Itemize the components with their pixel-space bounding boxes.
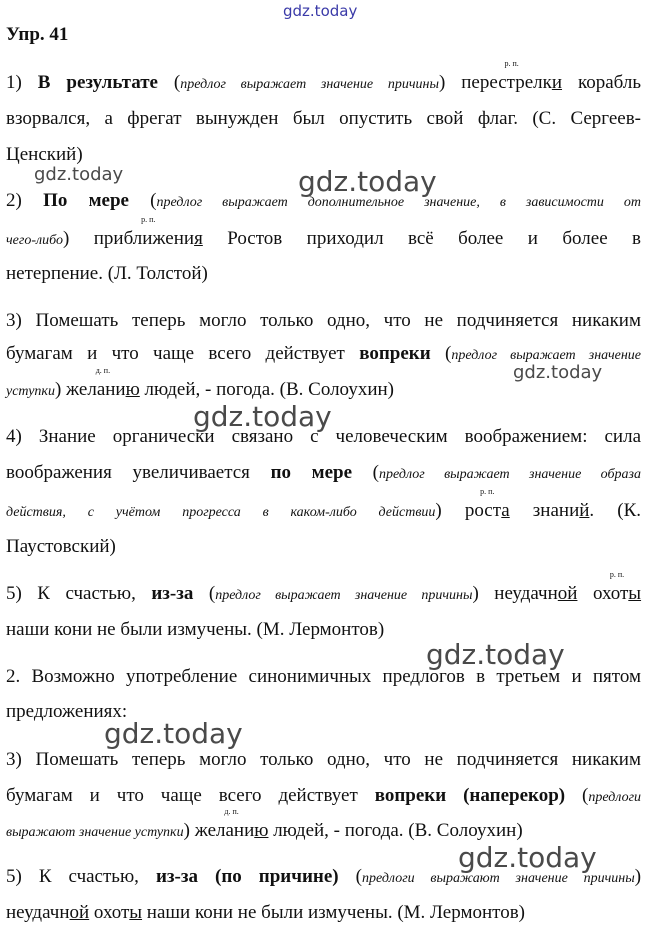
paragraph-6-line-1: 2. Возможно употребление синонимичных предлогов в третьем и пятом bbox=[6, 666, 641, 687]
preposition: По мере bbox=[43, 190, 129, 211]
note: предлог выражает значение bbox=[451, 348, 642, 363]
exercise-title: Упр. 41 bbox=[6, 24, 69, 45]
watermark: gdz.today bbox=[426, 638, 565, 671]
note: предлоги bbox=[588, 790, 642, 805]
watermark: gdz.today bbox=[34, 164, 124, 185]
preposition: вопреки bbox=[374, 785, 447, 806]
note: предлоги выражают значение причины bbox=[361, 871, 635, 886]
paragraph-7-line-2: бумагам и что чаще всего действует вопреки (наперекор) (предлоги bbox=[6, 785, 642, 806]
paragraph-6-line-2: предложениях: bbox=[6, 701, 128, 722]
watermark: gdz.today bbox=[104, 717, 243, 750]
note: предлог выражает дополнительное значение, в зависимости от bbox=[156, 195, 641, 210]
paragraph-2-line-2: чего-либо) р. п. приближения Ростов приходил всё более и более в bbox=[6, 215, 642, 249]
paragraph-7-line-1: 3) Помешать теперь могло только одно, что не подчиняется никаким bbox=[6, 749, 641, 770]
paragraph-2-line-3: нетерпение. (Л. Толстой) bbox=[6, 263, 208, 284]
paragraph-1-line-2: взорвался, а фрегат вынужден был опустить свой флаг. (С. Сергеев- bbox=[6, 108, 641, 129]
watermark: gdz.today bbox=[283, 2, 358, 20]
note: предлог выражает значение причины bbox=[215, 588, 473, 603]
paragraph-4-line-2: воображения увеличивается по мере (предлог выражает значение образа bbox=[6, 462, 641, 483]
preposition: (наперекор) bbox=[463, 785, 566, 806]
paragraph-1-line-1: 1) В результате (предлог выражает значение причины) р. п. перестрелки корабль bbox=[6, 59, 642, 93]
paragraph-8-line-2: неудачной охоты наши кони не были измучены. (М. Лермонтов) bbox=[6, 902, 525, 923]
watermark: gdz.today bbox=[298, 165, 437, 198]
paragraph-4-line-3: действия, с учётом прогресса в каком-либо действии) р. п. роста знаний. (К. bbox=[6, 487, 641, 521]
preposition: вопреки bbox=[359, 343, 431, 364]
paragraph-2-line-1: 2) По мере (предлог выражает дополнительное значение, в зависимости от bbox=[6, 190, 641, 211]
paragraph-7-line-3: выражают значение уступки) д. п. желанию людей, - погода. (В. Солоухин) bbox=[6, 807, 523, 841]
paragraph-1-line-3: Ценский) bbox=[6, 144, 83, 165]
note: предлог выражает значение причины bbox=[180, 77, 439, 92]
paragraph-3-line-3: уступки) д. п. желанию людей, - погода. (В. Солоухин) bbox=[6, 366, 394, 400]
watermark: gdz.today bbox=[193, 400, 332, 433]
preposition: В результате bbox=[37, 72, 158, 93]
watermark: gdz.today bbox=[513, 362, 603, 383]
paragraph-8-line-1: 5) К счастью, из-за (по причине) (предлоги выражают значение причины) bbox=[6, 866, 642, 887]
paragraph-5-line-2: наши кони не были измучены. (М. Лермонтов) bbox=[6, 619, 385, 640]
watermark: gdz.today bbox=[458, 841, 597, 874]
preposition: по мере bbox=[270, 462, 353, 483]
paragraph-4-line-1: 4) Знание органически связано с человеческим воображением: сила bbox=[6, 426, 641, 447]
paragraph-4-line-4: Паустовский) bbox=[6, 536, 116, 557]
paragraph-3-line-2: бумагам и что чаще всего действует вопреки (предлог выражает значение bbox=[6, 343, 642, 364]
paragraph-5-line-1: 5) К счастью, из-за (предлог выражает значение причины) неудачной р. п. охоты bbox=[6, 570, 642, 604]
paragraph-3-line-1: 3) Помешать теперь могло только одно, что не подчиняется никаким bbox=[6, 310, 641, 331]
preposition: (по причине) bbox=[215, 866, 339, 887]
note: предлог выражает значение образа bbox=[379, 467, 641, 482]
preposition: из-за bbox=[151, 583, 194, 604]
preposition: из-за bbox=[155, 866, 198, 887]
